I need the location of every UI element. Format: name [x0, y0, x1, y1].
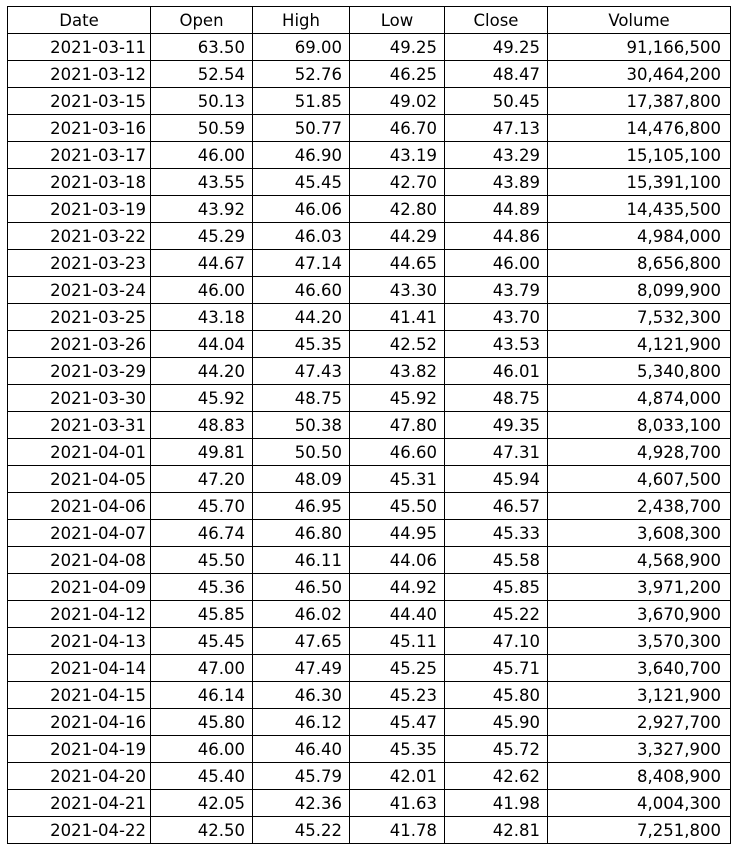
cell-volume: 15,391,100 [548, 169, 731, 196]
cell-low: 45.92 [350, 385, 445, 412]
cell-low: 45.11 [350, 628, 445, 655]
cell-low: 49.25 [350, 34, 445, 61]
cell-close: 50.45 [445, 88, 548, 115]
cell-date: 2021-04-08 [8, 547, 151, 574]
table-row [8, 547, 731, 574]
cell-low: 44.95 [350, 520, 445, 547]
table-row [8, 601, 731, 628]
cell-low: 42.70 [350, 169, 445, 196]
table-row [8, 250, 731, 277]
cell-close: 47.13 [445, 115, 548, 142]
stock-price-table-container [7, 6, 731, 844]
cell-high: 47.49 [253, 655, 350, 682]
table-row [8, 520, 731, 547]
table-row [8, 61, 731, 88]
cell-close: 43.53 [445, 331, 548, 358]
cell-open: 45.29 [151, 223, 253, 250]
table-row [8, 790, 731, 817]
cell-close: 43.70 [445, 304, 548, 331]
cell-date: 2021-04-05 [8, 466, 151, 493]
table-row [8, 817, 731, 844]
cell-open: 46.14 [151, 682, 253, 709]
cell-close: 45.85 [445, 574, 548, 601]
cell-low: 41.63 [350, 790, 445, 817]
cell-close: 45.33 [445, 520, 548, 547]
cell-volume: 2,927,700 [548, 709, 731, 736]
cell-open: 46.00 [151, 736, 253, 763]
header-row [8, 7, 731, 34]
cell-volume: 3,670,900 [548, 601, 731, 628]
cell-date: 2021-04-07 [8, 520, 151, 547]
cell-high: 48.09 [253, 466, 350, 493]
table-row [8, 34, 731, 61]
cell-volume: 4,121,900 [548, 331, 731, 358]
cell-open: 45.80 [151, 709, 253, 736]
cell-high: 46.30 [253, 682, 350, 709]
cell-date: 2021-03-22 [8, 223, 151, 250]
cell-open: 63.50 [151, 34, 253, 61]
cell-date: 2021-04-09 [8, 574, 151, 601]
cell-close: 42.62 [445, 763, 548, 790]
table-row [8, 385, 731, 412]
cell-volume: 2,438,700 [548, 493, 731, 520]
table-row [8, 331, 731, 358]
cell-date: 2021-03-12 [8, 61, 151, 88]
cell-open: 44.20 [151, 358, 253, 385]
cell-date: 2021-03-24 [8, 277, 151, 304]
cell-high: 46.12 [253, 709, 350, 736]
cell-low: 49.02 [350, 88, 445, 115]
cell-open: 45.50 [151, 547, 253, 574]
cell-low: 46.70 [350, 115, 445, 142]
cell-close: 47.10 [445, 628, 548, 655]
cell-low: 43.82 [350, 358, 445, 385]
cell-high: 46.06 [253, 196, 350, 223]
table-row [8, 223, 731, 250]
cell-volume: 8,656,800 [548, 250, 731, 277]
cell-date: 2021-04-13 [8, 628, 151, 655]
cell-date: 2021-03-16 [8, 115, 151, 142]
cell-low: 45.47 [350, 709, 445, 736]
header-close: Close [445, 7, 548, 34]
cell-low: 42.80 [350, 196, 445, 223]
table-row [8, 277, 731, 304]
cell-open: 45.36 [151, 574, 253, 601]
cell-date: 2021-03-18 [8, 169, 151, 196]
cell-high: 44.20 [253, 304, 350, 331]
cell-open: 42.05 [151, 790, 253, 817]
header-high: High [253, 7, 350, 34]
cell-open: 42.50 [151, 817, 253, 844]
cell-close: 44.86 [445, 223, 548, 250]
cell-date: 2021-03-19 [8, 196, 151, 223]
table-row [8, 304, 731, 331]
cell-volume: 7,532,300 [548, 304, 731, 331]
cell-high: 50.77 [253, 115, 350, 142]
cell-volume: 3,570,300 [548, 628, 731, 655]
cell-close: 44.89 [445, 196, 548, 223]
table-row [8, 88, 731, 115]
cell-date: 2021-04-15 [8, 682, 151, 709]
cell-close: 48.47 [445, 61, 548, 88]
cell-date: 2021-03-29 [8, 358, 151, 385]
table-row [8, 142, 731, 169]
cell-volume: 4,607,500 [548, 466, 731, 493]
table-row [8, 466, 731, 493]
cell-low: 41.41 [350, 304, 445, 331]
cell-high: 45.79 [253, 763, 350, 790]
cell-volume: 17,387,800 [548, 88, 731, 115]
cell-volume: 4,004,300 [548, 790, 731, 817]
cell-volume: 5,340,800 [548, 358, 731, 385]
cell-high: 46.03 [253, 223, 350, 250]
cell-date: 2021-04-20 [8, 763, 151, 790]
cell-volume: 14,435,500 [548, 196, 731, 223]
table-row [8, 736, 731, 763]
cell-open: 45.45 [151, 628, 253, 655]
cell-high: 46.60 [253, 277, 350, 304]
cell-close: 46.57 [445, 493, 548, 520]
cell-low: 45.31 [350, 466, 445, 493]
cell-high: 46.11 [253, 547, 350, 574]
cell-volume: 8,099,900 [548, 277, 731, 304]
cell-open: 43.92 [151, 196, 253, 223]
cell-date: 2021-04-01 [8, 439, 151, 466]
cell-close: 45.72 [445, 736, 548, 763]
cell-open: 44.67 [151, 250, 253, 277]
cell-low: 43.30 [350, 277, 445, 304]
cell-low: 44.92 [350, 574, 445, 601]
table-header [8, 7, 731, 34]
cell-date: 2021-04-21 [8, 790, 151, 817]
cell-close: 45.94 [445, 466, 548, 493]
cell-low: 43.19 [350, 142, 445, 169]
cell-open: 47.20 [151, 466, 253, 493]
cell-high: 69.00 [253, 34, 350, 61]
cell-volume: 4,984,000 [548, 223, 731, 250]
cell-close: 45.22 [445, 601, 548, 628]
cell-date: 2021-03-31 [8, 412, 151, 439]
cell-date: 2021-03-23 [8, 250, 151, 277]
cell-close: 43.89 [445, 169, 548, 196]
cell-open: 43.55 [151, 169, 253, 196]
cell-date: 2021-04-16 [8, 709, 151, 736]
cell-close: 48.75 [445, 385, 548, 412]
cell-open: 50.59 [151, 115, 253, 142]
cell-low: 44.40 [350, 601, 445, 628]
cell-date: 2021-04-19 [8, 736, 151, 763]
cell-open: 46.74 [151, 520, 253, 547]
table-row [8, 412, 731, 439]
cell-open: 47.00 [151, 655, 253, 682]
cell-close: 45.58 [445, 547, 548, 574]
cell-low: 42.01 [350, 763, 445, 790]
cell-close: 47.31 [445, 439, 548, 466]
cell-low: 44.06 [350, 547, 445, 574]
cell-high: 51.85 [253, 88, 350, 115]
table-row [8, 169, 731, 196]
cell-high: 45.22 [253, 817, 350, 844]
table-row [8, 682, 731, 709]
cell-volume: 8,033,100 [548, 412, 731, 439]
cell-low: 42.52 [350, 331, 445, 358]
cell-high: 45.35 [253, 331, 350, 358]
cell-high: 46.50 [253, 574, 350, 601]
cell-low: 46.60 [350, 439, 445, 466]
cell-high: 46.02 [253, 601, 350, 628]
cell-high: 46.80 [253, 520, 350, 547]
cell-volume: 3,327,900 [548, 736, 731, 763]
cell-volume: 14,476,800 [548, 115, 731, 142]
cell-volume: 4,568,900 [548, 547, 731, 574]
cell-open: 45.92 [151, 385, 253, 412]
cell-close: 49.35 [445, 412, 548, 439]
cell-low: 41.78 [350, 817, 445, 844]
cell-open: 44.04 [151, 331, 253, 358]
cell-date: 2021-03-15 [8, 88, 151, 115]
cell-open: 45.85 [151, 601, 253, 628]
cell-open: 45.40 [151, 763, 253, 790]
cell-close: 45.90 [445, 709, 548, 736]
table-row [8, 358, 731, 385]
cell-volume: 4,928,700 [548, 439, 731, 466]
cell-open: 46.00 [151, 142, 253, 169]
cell-close: 46.00 [445, 250, 548, 277]
cell-high: 50.38 [253, 412, 350, 439]
cell-high: 48.75 [253, 385, 350, 412]
cell-close: 46.01 [445, 358, 548, 385]
stock-price-table [7, 6, 731, 844]
cell-low: 44.65 [350, 250, 445, 277]
table-body [8, 34, 731, 844]
header-volume: Volume [548, 7, 731, 34]
cell-open: 43.18 [151, 304, 253, 331]
cell-volume: 3,640,700 [548, 655, 731, 682]
cell-high: 47.43 [253, 358, 350, 385]
table-row [8, 574, 731, 601]
cell-high: 50.50 [253, 439, 350, 466]
cell-close: 41.98 [445, 790, 548, 817]
cell-low: 45.35 [350, 736, 445, 763]
table-row [8, 493, 731, 520]
header-low: Low [350, 7, 445, 34]
cell-volume: 3,608,300 [548, 520, 731, 547]
cell-open: 52.54 [151, 61, 253, 88]
table-row [8, 763, 731, 790]
cell-high: 45.45 [253, 169, 350, 196]
cell-low: 45.25 [350, 655, 445, 682]
cell-low: 45.50 [350, 493, 445, 520]
cell-date: 2021-03-11 [8, 34, 151, 61]
cell-date: 2021-03-30 [8, 385, 151, 412]
cell-date: 2021-03-25 [8, 304, 151, 331]
cell-date: 2021-04-12 [8, 601, 151, 628]
cell-high: 46.90 [253, 142, 350, 169]
cell-volume: 8,408,900 [548, 763, 731, 790]
table-row [8, 196, 731, 223]
cell-low: 46.25 [350, 61, 445, 88]
cell-volume: 3,121,900 [548, 682, 731, 709]
cell-date: 2021-04-22 [8, 817, 151, 844]
table-row [8, 439, 731, 466]
cell-high: 52.76 [253, 61, 350, 88]
cell-volume: 15,105,100 [548, 142, 731, 169]
cell-volume: 3,971,200 [548, 574, 731, 601]
cell-open: 46.00 [151, 277, 253, 304]
cell-high: 47.14 [253, 250, 350, 277]
cell-close: 43.79 [445, 277, 548, 304]
cell-open: 45.70 [151, 493, 253, 520]
cell-open: 50.13 [151, 88, 253, 115]
cell-low: 47.80 [350, 412, 445, 439]
table-row [8, 628, 731, 655]
cell-low: 44.29 [350, 223, 445, 250]
cell-volume: 30,464,200 [548, 61, 731, 88]
cell-low: 45.23 [350, 682, 445, 709]
table-row [8, 655, 731, 682]
cell-close: 43.29 [445, 142, 548, 169]
cell-date: 2021-04-06 [8, 493, 151, 520]
cell-close: 45.80 [445, 682, 548, 709]
cell-high: 42.36 [253, 790, 350, 817]
cell-high: 46.40 [253, 736, 350, 763]
header-open: Open [151, 7, 253, 34]
cell-close: 45.71 [445, 655, 548, 682]
cell-open: 48.83 [151, 412, 253, 439]
table-row [8, 709, 731, 736]
cell-close: 42.81 [445, 817, 548, 844]
cell-high: 46.95 [253, 493, 350, 520]
cell-high: 47.65 [253, 628, 350, 655]
cell-close: 49.25 [445, 34, 548, 61]
cell-date: 2021-04-14 [8, 655, 151, 682]
cell-volume: 7,251,800 [548, 817, 731, 844]
header-date: Date [8, 7, 151, 34]
cell-volume: 4,874,000 [548, 385, 731, 412]
cell-date: 2021-03-17 [8, 142, 151, 169]
cell-date: 2021-03-26 [8, 331, 151, 358]
table-row [8, 115, 731, 142]
cell-open: 49.81 [151, 439, 253, 466]
cell-volume: 91,166,500 [548, 34, 731, 61]
